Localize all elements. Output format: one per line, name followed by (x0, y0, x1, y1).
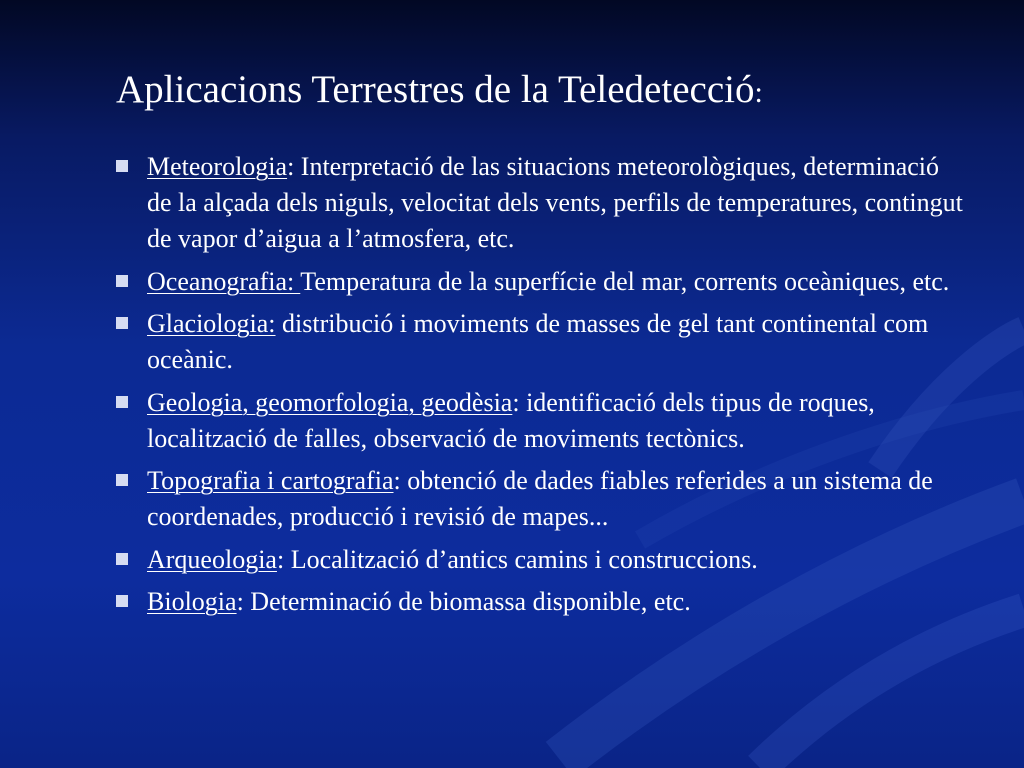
square-bullet-icon (116, 275, 128, 287)
square-bullet-icon (116, 553, 128, 565)
term-glaciologia: Glaciologia: (147, 309, 276, 338)
title-text: Aplicacions Terrestres de la Teledetecció (116, 68, 755, 111)
list-item-oceanografia (116, 264, 966, 300)
slide-title (116, 68, 763, 113)
list-item-arqueologia (116, 542, 966, 578)
description-topografia: : obtenció de dades fiables referides a un sistema de coordenades, producció i revisió de mapes... (147, 466, 933, 531)
term-arqueologia: Arqueologia (147, 544, 277, 574)
title-colon: : (754, 76, 763, 109)
list-item-topografia (116, 463, 966, 535)
description-biologia: : Determinació de biomassa disponible, etc. (236, 587, 691, 616)
term-topografia: Topografia i cartografia (147, 466, 394, 495)
term-oceanografia: Oceanografia: (147, 266, 301, 296)
list-item-geologia (116, 385, 966, 457)
square-bullet-icon (116, 595, 128, 607)
term-meteorologia: Meteorologia (147, 152, 288, 181)
description-meteorologia: : Interpretació de las situacions meteorològiques, determinació de la alçada dels niguls, velocitat dels vents, perfils de temperatures, contingut de vapor d’aigua a l’atmosfera, etc. (147, 152, 963, 253)
description-oceanografia: Temperatura de la superfície del mar, corrents oceàniques, etc. (300, 266, 950, 296)
square-bullet-icon (116, 474, 128, 486)
description-geologia: : identificació dels tipus de roques, localització de falles, observació de moviments tectònics. (147, 387, 875, 453)
square-bullet-icon (116, 317, 128, 329)
term-biologia: Biologia (147, 587, 237, 616)
description-glaciologia: distribució i moviments de masses de gel tant continental com oceànic. (147, 309, 929, 374)
list-item-biologia (116, 584, 966, 620)
bullet-list (116, 149, 966, 627)
square-bullet-icon (116, 396, 128, 408)
term-geologia: Geologia, geomorfologia, geodèsia (147, 387, 513, 417)
list-item-glaciologia (116, 306, 966, 378)
description-arqueologia: : Localització d’antics camins i construccions. (276, 544, 758, 574)
square-bullet-icon (116, 160, 128, 172)
list-item-meteorologia (116, 149, 966, 257)
